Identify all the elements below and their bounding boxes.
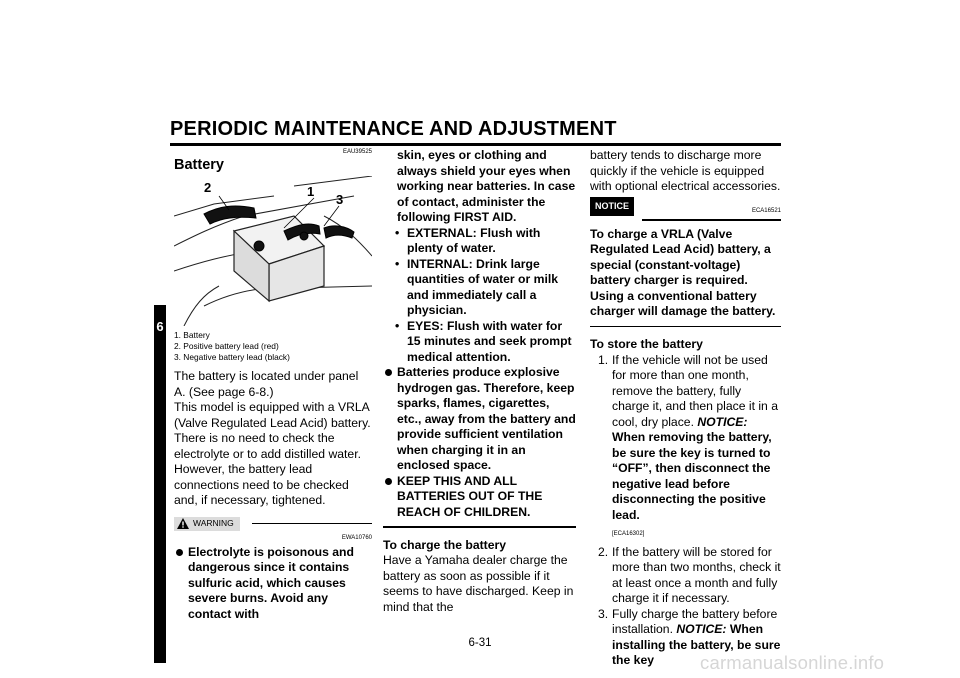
column-2 bbox=[383, 148, 576, 615]
page-title: PERIODIC MAINTENANCE AND ADJUSTMENT bbox=[170, 118, 617, 140]
first-aid-internal: INTERNAL: Drink large quantities of water or milk and immediately call a physician. bbox=[407, 256, 559, 317]
warning-bullet-text: Electrolyte is poisonous and dangerous since it contains sulfuric acid, which causes severe burns. Avoid any contact with bbox=[188, 544, 354, 621]
store-battery-title: To store the battery bbox=[590, 337, 703, 351]
warning-bullet bbox=[383, 474, 576, 521]
first-aid-item bbox=[383, 319, 576, 366]
step-number: 3. bbox=[598, 606, 609, 621]
store-step-2 bbox=[590, 545, 781, 607]
children-warning: KEEP THIS AND ALL BATTERIES OUT OF THE REACH OF CHILDREN. bbox=[397, 473, 543, 519]
step-notice-label: NOTICE: bbox=[676, 622, 727, 636]
section-title-battery: Battery bbox=[174, 157, 224, 173]
caption-item: 3. Negative battery lead (black) bbox=[174, 352, 290, 362]
header-rule bbox=[170, 143, 781, 146]
warning-continued-text: skin, eyes or clothing and always shield your eyes when working near batteries. In case of contact, administer the following FIRST AID. bbox=[397, 148, 576, 224]
step-code: [ECA16302] bbox=[612, 531, 645, 537]
page-number: 6-31 bbox=[468, 637, 492, 649]
battery-vrla-text: This model is equipped with a VRLA (Valve Regulated Lead Acid) battery. There is no need to check the electrolyte or to add distilled water. However, the battery lead connections need to be checked and, if necessary, tightened. bbox=[174, 400, 371, 507]
first-aid-eyes: EYES: Flush with water for 15 minutes and seek prompt medical attention. bbox=[407, 318, 572, 364]
warning-badge bbox=[174, 517, 240, 531]
notice-badge: NOTICE bbox=[590, 197, 634, 217]
charge-continued-text: battery tends to discharge more quickly if the vehicle is equipped with optional electrical accessories. bbox=[590, 148, 781, 193]
charge-battery-title: To charge the battery bbox=[383, 537, 507, 552]
column-3 bbox=[590, 148, 781, 669]
figure-captions bbox=[174, 330, 372, 363]
chapter-number: 6 bbox=[156, 319, 164, 334]
notice-end-rule bbox=[590, 326, 781, 328]
column-1 bbox=[174, 148, 372, 622]
step-text: If the battery will be stored for more than two months, check it at least once a month and fully charge it if necessary. bbox=[612, 544, 781, 605]
notice-code: ECA16521 bbox=[751, 208, 781, 214]
warning-end-rule bbox=[383, 526, 576, 528]
first-aid-external: EXTERNAL: Flush with plenty of water. bbox=[407, 225, 541, 255]
warning-bullet bbox=[383, 365, 576, 474]
sub-bullet-icon: • bbox=[395, 318, 400, 333]
notice-rule bbox=[642, 219, 781, 221]
warning-rule bbox=[252, 523, 372, 525]
sub-bullet-icon: • bbox=[395, 256, 400, 271]
battery-illustration bbox=[174, 176, 372, 326]
bullet-dot-icon bbox=[176, 549, 183, 556]
step-notice-label: NOTICE: bbox=[697, 414, 748, 429]
step-number: 1. bbox=[598, 352, 609, 367]
step-notice-text: When removing the battery, be sure the key is turned to “OFF”, then disconnect the negative lead before disconnecting the positive lead. bbox=[612, 430, 772, 522]
bullet-dot-icon bbox=[385, 478, 392, 485]
warning-header bbox=[174, 517, 372, 531]
section-code: EAU39525 bbox=[342, 149, 372, 155]
callout-2: 2 bbox=[204, 180, 212, 195]
bullet-dot-icon bbox=[385, 369, 392, 376]
first-aid-item bbox=[383, 257, 576, 319]
step-notice-text: When installing the battery, be sure the key bbox=[612, 622, 781, 667]
warning-code: EWA10760 bbox=[341, 534, 372, 541]
notice-code-row bbox=[644, 207, 781, 215]
warning-triangle-icon bbox=[177, 518, 189, 529]
warning-bullet bbox=[174, 545, 372, 623]
page-header bbox=[170, 118, 781, 146]
sub-bullet-icon: • bbox=[395, 225, 400, 240]
battery-location-text: The battery is located under panel A. (See page 6-8.) bbox=[174, 369, 359, 399]
warning-label: WARNING bbox=[193, 517, 234, 528]
callout-3: 3 bbox=[336, 192, 344, 207]
hydrogen-gas-warning: Batteries produce explosive hydrogen gas. Therefore, keep sparks, flames, cigarettes, etc., away from the battery and provide sufficient ventilation when charging it in an enclosed space. bbox=[397, 365, 576, 472]
chapter-tab bbox=[154, 305, 166, 663]
step-text: Fully charge the battery before installation. bbox=[612, 606, 778, 636]
callout-1: 1 bbox=[307, 184, 315, 199]
step-text: If the vehicle will not be used for more than one month, remove the battery, fully charge it, and then place it in a cool, dry place. bbox=[612, 352, 778, 429]
caption-item: 2. Positive battery lead (red) bbox=[174, 341, 279, 351]
step-number: 2. bbox=[598, 544, 609, 559]
charge-battery-text: Have a Yamaha dealer charge the battery as soon as possible if it seems to have discharged. Keep in mind that the bbox=[383, 553, 574, 614]
notice-text: To charge a VRLA (Valve Regulated Lead Acid) battery, a special (constant-voltage) battery charger is required. Using a conventional battery charger will damage the battery. bbox=[590, 226, 776, 318]
watermark: carmanualsonline.info bbox=[700, 652, 885, 673]
store-step-1 bbox=[590, 353, 781, 543]
caption-item: 1. Battery bbox=[174, 330, 210, 340]
first-aid-item bbox=[383, 226, 576, 257]
